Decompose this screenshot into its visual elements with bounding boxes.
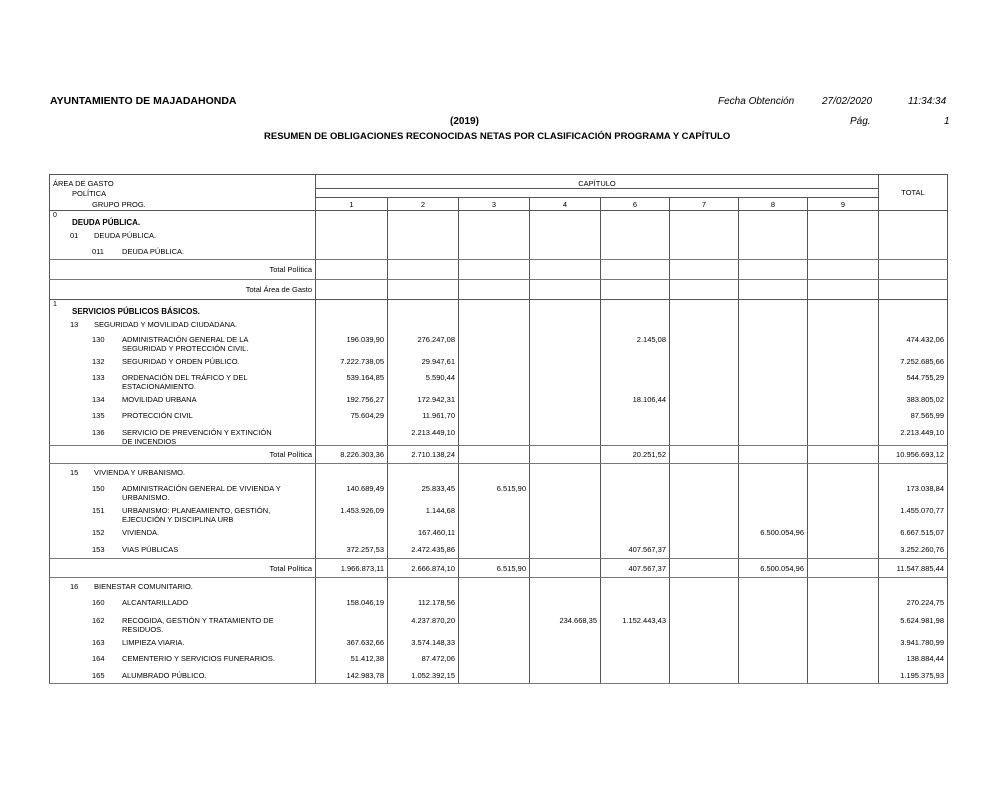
total-c1: 8.226.303,36	[316, 446, 388, 464]
politica-name: VIVIENDA Y URBANISMO.	[94, 468, 185, 477]
chapter-1-value: 51.412,38	[316, 651, 388, 668]
row-total: 3.252.260,76	[879, 542, 948, 559]
program-code: 165	[92, 670, 105, 680]
chapter-3-value	[459, 503, 530, 525]
chapter-8-value	[739, 651, 808, 668]
chapter-8-value	[739, 425, 808, 446]
chapter-3-header: 3	[459, 198, 530, 211]
chapter-4-value	[530, 408, 601, 425]
chapter-2-value: 5.590,44	[388, 370, 459, 392]
table-row	[50, 354, 948, 370]
total-c6: 407.567,37	[601, 559, 670, 578]
total-politica-row	[50, 559, 948, 578]
chapter-9-value	[808, 503, 879, 525]
chapter-8-value	[739, 408, 808, 425]
politica-row	[50, 464, 948, 481]
program-name: ALUMBRADO PÚBLICO.	[122, 670, 207, 680]
total-c1: 1.966.873,11	[316, 559, 388, 578]
page-label: Pág.	[850, 116, 871, 127]
total-area-label: Total Área de Gasto	[50, 280, 316, 300]
chapter-2-value: 29.947,61	[388, 354, 459, 370]
program-name: VIAS PÚBLICAS	[122, 544, 179, 554]
chapter-3-value	[459, 651, 530, 668]
total-c2: 2.666.874,10	[388, 559, 459, 578]
chapter-1-value: 1.453.926,09	[316, 503, 388, 525]
chapter-3-value	[459, 525, 530, 542]
politica-row	[50, 229, 948, 245]
table-row	[50, 635, 948, 651]
program-description	[50, 668, 316, 684]
row-total: 544.755,29	[879, 370, 948, 392]
table-row	[50, 595, 948, 613]
chapter-2-value: 276.247,08	[388, 332, 459, 354]
chapter-9-value	[808, 354, 879, 370]
program-name: MOVILIDAD URBANA	[122, 394, 197, 404]
chapter-8-value	[739, 503, 808, 525]
chapter-7-value	[670, 613, 739, 635]
chapter-6-header: 6	[601, 198, 670, 211]
total-politica-label: Total Política	[50, 446, 316, 464]
chapter-1-value: 142.983,78	[316, 668, 388, 684]
chapter-3-value: 6.515,90	[459, 481, 530, 503]
chapter-2-value: 172.942,31	[388, 392, 459, 408]
chapter-2-header: 2	[388, 198, 459, 211]
total-politica-row	[50, 446, 948, 464]
chapter-2-value: 167.460,11	[388, 525, 459, 542]
program-code: 160	[92, 597, 105, 607]
chapter-7-value	[670, 408, 739, 425]
total-c8: 6.500.054,96	[739, 559, 808, 578]
table-row	[50, 651, 948, 668]
chapter-9-value	[808, 392, 879, 408]
total-c6: 20.251,52	[601, 446, 670, 464]
table-row	[50, 613, 948, 635]
politica-16-rows	[50, 595, 948, 684]
total-politica-label: Total Política	[50, 559, 316, 578]
area-name: SERVICIOS PÚBLICOS BÁSICOS.	[72, 307, 200, 316]
chapter-4-value	[530, 635, 601, 651]
chapter-9-value	[808, 613, 879, 635]
grupo-header: GRUPO PROG.	[92, 200, 146, 209]
total-area-row	[50, 280, 948, 300]
total-header: TOTAL	[879, 175, 948, 211]
politica-15-rows	[50, 481, 948, 559]
program-code: 150	[92, 483, 105, 493]
program-code: 163	[92, 637, 105, 647]
chapter-6-value	[601, 595, 670, 613]
table-row	[50, 408, 948, 425]
report-title: RESUMEN DE OBLIGACIONES RECONOCIDAS NETAS POR CLASIFICACIÓN PROGRAMA Y CAPÍTULO	[264, 131, 731, 142]
politica-13-rows	[50, 332, 948, 446]
chapter-3-value	[459, 542, 530, 559]
area-name: DEUDA PÚBLICA.	[72, 218, 141, 227]
chapter-8-value	[739, 635, 808, 651]
program-name: URBANISMO: PLANEAMIENTO, GESTIÓN, EJECUCIÓN Y DISCIPLINA URB	[122, 505, 271, 524]
chapter-7-header: 7	[670, 198, 739, 211]
program-name: SERVICIO DE PREVENCIÓN Y EXTINCIÓN DE INCENDIOS	[122, 427, 272, 446]
table-row	[50, 525, 948, 542]
program-description	[50, 370, 316, 392]
chapter-3-value	[459, 613, 530, 635]
chapter-3-value	[459, 408, 530, 425]
chapter-8-value	[739, 481, 808, 503]
total-value: 11.547.885,44	[879, 559, 948, 578]
chapter-8-value	[739, 542, 808, 559]
program-name: LIMPIEZA VIARIA.	[122, 637, 185, 647]
area-header: ÁREA DE GASTO	[53, 179, 114, 188]
chapter-9-value	[808, 668, 879, 684]
chapter-4-value: 234.668,35	[530, 613, 601, 635]
chapter-9-value	[808, 651, 879, 668]
program-description	[50, 635, 316, 651]
politica-row	[50, 578, 948, 595]
chapter-6-value	[601, 408, 670, 425]
politica-code: 15	[70, 468, 79, 477]
chapter-1-value: 140.689,49	[316, 481, 388, 503]
program-description	[50, 525, 316, 542]
chapter-3-value	[459, 635, 530, 651]
chapter-7-value	[670, 542, 739, 559]
chapter-6-value	[601, 370, 670, 392]
politica-row	[50, 318, 948, 332]
chapter-4-value	[530, 370, 601, 392]
chapter-4-value	[530, 651, 601, 668]
row-total: 270.224,75	[879, 595, 948, 613]
chapter-7-value	[670, 503, 739, 525]
row-total: 383.805,02	[879, 392, 948, 408]
table-row	[50, 425, 948, 446]
page-number: 1	[944, 116, 950, 127]
obligations-table	[49, 174, 948, 684]
total-value: 10.956.693,12	[879, 446, 948, 464]
program-description	[50, 481, 316, 503]
chapter-1-value: 367.632,66	[316, 635, 388, 651]
chapter-4-value	[530, 354, 601, 370]
program-code: 133	[92, 372, 105, 382]
program-code: 151	[92, 505, 105, 515]
chapter-6-value: 18.106,44	[601, 392, 670, 408]
chapter-1-value: 158.046,19	[316, 595, 388, 613]
chapter-3-value	[459, 370, 530, 392]
program-code: 152	[92, 527, 105, 537]
chapter-4-value	[530, 595, 601, 613]
table-row	[50, 503, 948, 525]
chapter-2-value: 25.833,45	[388, 481, 459, 503]
chapter-3-value	[459, 354, 530, 370]
chapter-8-value: 6.500.054,96	[739, 525, 808, 542]
fecha-value: 27/02/2020	[822, 96, 873, 107]
chapter-2-value: 3.574.148,33	[388, 635, 459, 651]
area-code: 1	[53, 301, 57, 308]
table-row	[50, 542, 948, 559]
chapter-6-value	[601, 651, 670, 668]
total-politica-row	[50, 260, 948, 280]
program-name: ADMINISTRACIÓN GENERAL DE LA SEGURIDAD Y PROTECCIÓN CIVIL.	[122, 334, 249, 353]
chapter-4-value	[530, 332, 601, 354]
chapter-8-value	[739, 392, 808, 408]
program-description	[50, 503, 316, 525]
chapter-3-value	[459, 668, 530, 684]
program-code: 134	[92, 394, 105, 404]
chapter-8-value	[739, 370, 808, 392]
program-name: RECOGIDA, GESTIÓN Y TRATAMIENTO DE RESIDUOS.	[122, 615, 274, 634]
area-row	[50, 211, 948, 229]
program-code: 162	[92, 615, 105, 625]
chapter-9-value	[808, 408, 879, 425]
chapter-8-value	[739, 613, 808, 635]
fecha-label: Fecha Obtención	[718, 96, 795, 107]
politica-name: DEUDA PÚBLICA.	[94, 230, 157, 240]
chapter-1-value	[316, 525, 388, 542]
chapter-2-value: 1.052.392,15	[388, 668, 459, 684]
chapter-9-value	[808, 481, 879, 503]
chapter-1-value	[316, 425, 388, 446]
chapter-7-value	[670, 332, 739, 354]
chapter-2-value: 112.178,56	[388, 595, 459, 613]
report-year: (2019)	[450, 116, 479, 127]
chapter-7-value	[670, 481, 739, 503]
program-name: CEMENTERIO Y SERVICIOS FUNERARIOS.	[122, 653, 275, 663]
program-name: VIVIENDA.	[122, 527, 160, 537]
chapter-6-value	[601, 668, 670, 684]
chapter-6-value: 1.152.443,43	[601, 613, 670, 635]
chapter-6-value: 2.145,08	[601, 332, 670, 354]
chapter-3-value	[459, 332, 530, 354]
chapter-7-value	[670, 425, 739, 446]
program-name: DEUDA PÚBLICA.	[122, 246, 185, 256]
column-header-classification	[50, 175, 316, 211]
area-code: 0	[53, 212, 57, 219]
chapter-8-value	[739, 668, 808, 684]
chapter-2-value: 11.961,70	[388, 408, 459, 425]
chapter-9-value	[808, 332, 879, 354]
chapter-6-value	[601, 354, 670, 370]
row-total: 138.884,44	[879, 651, 948, 668]
row-total: 1.195.375,93	[879, 668, 948, 684]
row-total: 5.624.981,98	[879, 613, 948, 635]
program-code: 011	[92, 246, 104, 256]
table-row	[50, 245, 948, 260]
table-row	[50, 481, 948, 503]
program-code: 164	[92, 653, 105, 663]
chapter-8-header: 8	[739, 198, 808, 211]
chapter-2-value: 1.144,68	[388, 503, 459, 525]
program-name: PROTECCIÓN CIVIL	[122, 410, 193, 420]
chapter-6-value	[601, 635, 670, 651]
politica-code: 16	[70, 582, 79, 591]
row-total: 3.941.780,99	[879, 635, 948, 651]
chapter-9-value	[808, 525, 879, 542]
chapter-4-value	[530, 668, 601, 684]
program-name: SEGURIDAD Y ORDEN PÚBLICO.	[122, 356, 240, 366]
program-code: 130	[92, 334, 105, 344]
program-description	[50, 354, 316, 370]
capitulo-header: CAPÍTULO	[316, 175, 879, 189]
chapter-2-value: 4.237.870,20	[388, 613, 459, 635]
chapter-3-value	[459, 392, 530, 408]
chapter-7-value	[670, 525, 739, 542]
chapter-2-value: 2.472.435,86	[388, 542, 459, 559]
chapter-4-value	[530, 481, 601, 503]
chapter-1-value: 196.039,90	[316, 332, 388, 354]
chapter-2-value: 87.472,06	[388, 651, 459, 668]
chapter-8-value	[739, 354, 808, 370]
program-name: ADMINISTRACIÓN GENERAL DE VIVIENDA Y URBANISMO.	[122, 483, 281, 502]
row-total: 474.432,06	[879, 332, 948, 354]
chapter-7-value	[670, 651, 739, 668]
chapter-6-value	[601, 481, 670, 503]
chapter-4-value	[530, 503, 601, 525]
program-description	[50, 332, 316, 354]
chapter-9-value	[808, 635, 879, 651]
program-name: ORDENACIÓN DEL TRÁFICO Y DEL ESTACIONAMIENTO.	[122, 372, 248, 391]
chapter-7-value	[670, 668, 739, 684]
chapter-4-value	[530, 425, 601, 446]
chapter-8-value	[739, 332, 808, 354]
time-value: 11:34:34	[908, 96, 947, 107]
program-code: 153	[92, 544, 105, 554]
table-row	[50, 332, 948, 354]
program-description	[50, 613, 316, 635]
program-description	[50, 595, 316, 613]
politica-code: 01	[70, 230, 79, 240]
program-name: ALCANTARILLADO	[122, 597, 189, 607]
chapter-6-value: 407.567,37	[601, 542, 670, 559]
chapter-4-value	[530, 542, 601, 559]
chapter-9-value	[808, 542, 879, 559]
politica-header: POLÍTICA	[72, 189, 107, 198]
chapter-7-value	[670, 370, 739, 392]
chapter-7-value	[670, 392, 739, 408]
chapter-6-value	[601, 503, 670, 525]
total-c2: 2.710.138,24	[388, 446, 459, 464]
chapter-6-value	[601, 525, 670, 542]
chapter-1-value: 372.257,53	[316, 542, 388, 559]
program-description	[50, 425, 316, 446]
chapter-9-value	[808, 595, 879, 613]
organization-name: AYUNTAMIENTO DE MAJADAHONDA	[50, 95, 237, 107]
chapter-4-value	[530, 392, 601, 408]
chapter-9-header: 9	[808, 198, 879, 211]
chapter-1-value	[316, 613, 388, 635]
row-total: 1.455.070,77	[879, 503, 948, 525]
row-total: 7.252.685,66	[879, 354, 948, 370]
chapter-6-value	[601, 425, 670, 446]
politica-code: 13	[70, 319, 79, 329]
chapter-1-value: 75.604,29	[316, 408, 388, 425]
chapter-7-value	[670, 595, 739, 613]
row-total: 87.565,99	[879, 408, 948, 425]
table-row	[50, 370, 948, 392]
row-total: 2.213.449,10	[879, 425, 948, 446]
chapter-8-value	[739, 595, 808, 613]
program-description	[50, 392, 316, 408]
chapter-4-header: 4	[530, 198, 601, 211]
chapter-3-value	[459, 425, 530, 446]
chapter-7-value	[670, 354, 739, 370]
program-code: 135	[92, 410, 105, 420]
politica-name: BIENESTAR COMUNITARIO.	[94, 582, 193, 591]
chapter-9-value	[808, 370, 879, 392]
chapter-1-value: 539.164,85	[316, 370, 388, 392]
program-code: 132	[92, 356, 105, 366]
chapter-7-value	[670, 635, 739, 651]
row-total: 173.038,84	[879, 481, 948, 503]
total-politica-label: Total Política	[50, 260, 316, 280]
program-description	[50, 651, 316, 668]
table-row	[50, 392, 948, 408]
chapter-4-value	[530, 525, 601, 542]
row-total: 6.667.515,07	[879, 525, 948, 542]
chapter-1-value: 192.756,27	[316, 392, 388, 408]
total-c3: 6.515,90	[459, 559, 530, 578]
politica-name: SEGURIDAD Y MOVILIDAD CIUDADANA.	[94, 319, 238, 329]
chapter-9-value	[808, 425, 879, 446]
program-code: 136	[92, 427, 105, 437]
chapter-1-header: 1	[316, 198, 388, 211]
chapter-1-value: 7.222.738,05	[316, 354, 388, 370]
program-description	[50, 542, 316, 559]
program-description	[50, 408, 316, 425]
chapter-2-value: 2.213.449,10	[388, 425, 459, 446]
area-row	[50, 300, 948, 318]
table-row	[50, 668, 948, 684]
chapter-3-value	[459, 595, 530, 613]
